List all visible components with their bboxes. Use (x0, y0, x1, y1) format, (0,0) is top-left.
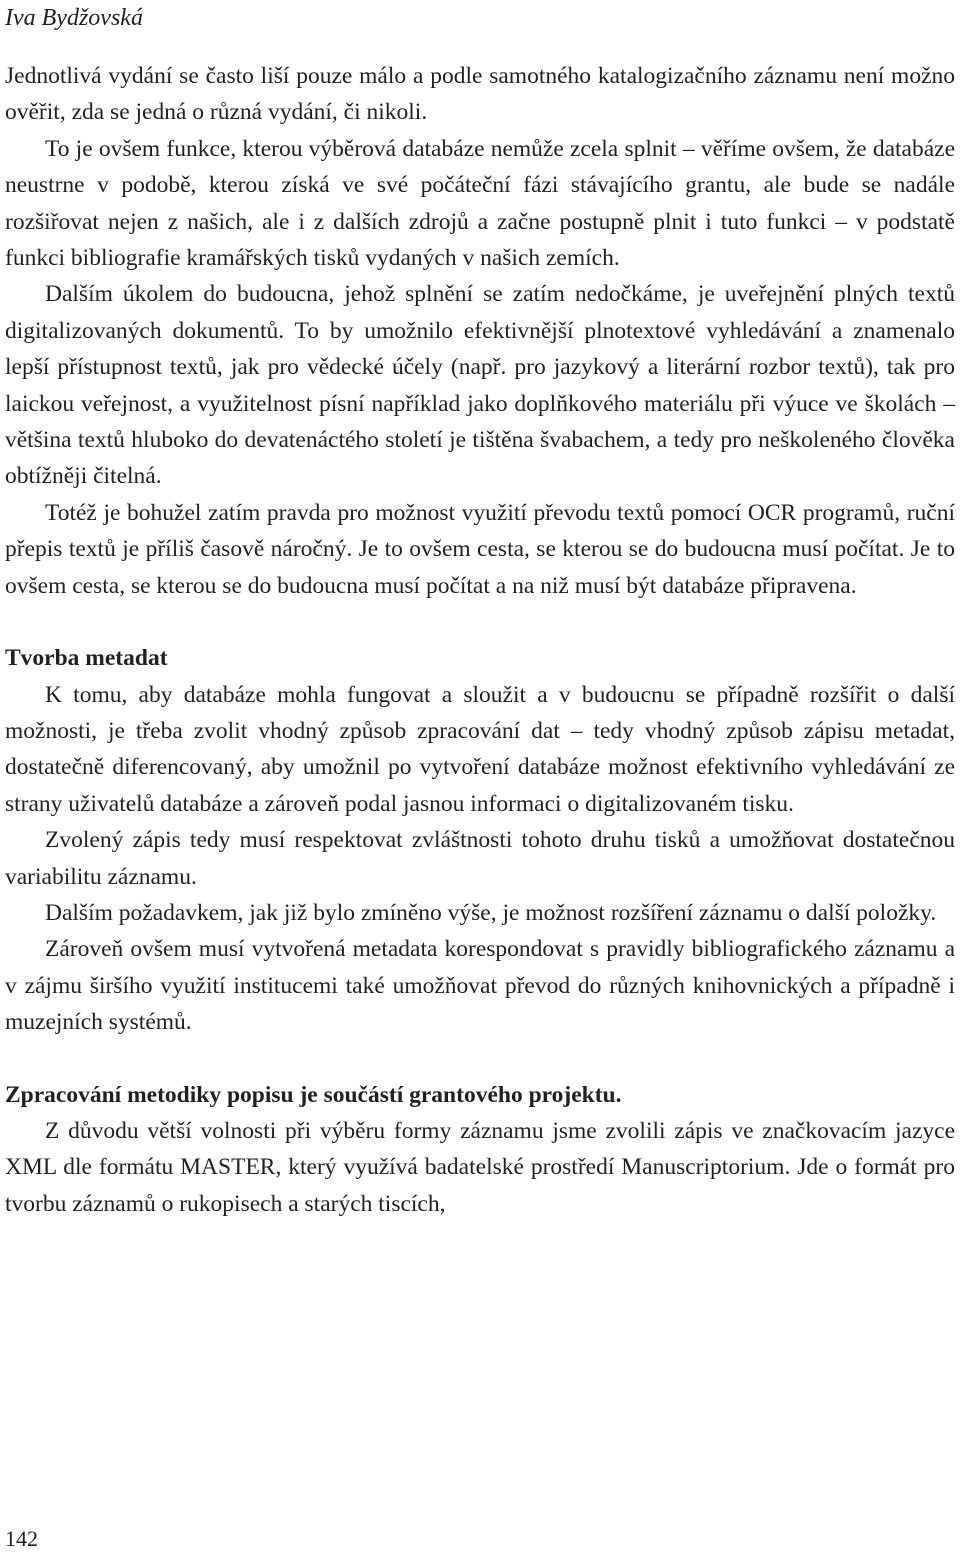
running-head: Iva Bydžovská (5, 5, 143, 31)
document-page (5, 0, 955, 1552)
paragraph: Zároveň ovšem musí vytvořená metadata korespondovat s pravidly bibliografického záznamu a v zájmu širšího využití institucemi také umožňovat převod do různých knihovnických a případně i muzejních systémů. (5, 936, 955, 1036)
section-heading: Tvorba metadat (5, 645, 168, 672)
paragraph: Zvolený zápis tedy musí respektovat zvláštnosti tohoto druhu tisků a umožňovat dostatečnou variabilitu záznamu. (5, 827, 955, 890)
paragraph: K tomu, aby databáze mohla fungovat a sloužit a v budoucnu se případně rozšířit o další možnosti, je třeba zvolit vhodný způsob zpracování dat – tedy vhodný způsob zápisu metadat, dostatečně diferencovaný, aby umožnil po vytvoření databáze možnost efektivního vyhledávání ze strany uživatelů databáze a zároveň podal jasnou informaci o digitalizovaném tisku. (5, 681, 955, 817)
paragraph: Dalším úkolem do budoucna, jehož splnění se zatím nedočkáme, je uveřejnění plných textů digitalizovaných dokumentů. To by umožnilo efektivnější plnotextové vyhledávání a znamenalo lepší přístupnost textů, jak pro vědecké účely (např. pro jazykový a literární rozbor textů), tak pro laickou veřejnost, a využitelnost písní například jako doplňkového materiálu při výuce ve školách – většina textů hluboko do devatenáctého století je tištěna švabachem, a tedy pro neškoleného člověka obtížněji čitelná. (5, 281, 955, 490)
paragraph: Z důvodu větší volnosti při výběru formy záznamu jsme zvolili zápis ve značkovacím jazyce XML dle formátu MASTER, který využívá badatelské prostředí Manuscriptorium. Jde o formát pro tvorbu záznamů o rukopisech a starých tiscích, (5, 1117, 955, 1217)
paragraph: Totéž je bohužel zatím pravda pro možnost využití převodu textů pomocí OCR programů, ruční přepis textů je příliš časově náročný. Je to ovšem cesta, se kterou se do budoucna musí počítat. Je to ovšem cesta, se kterou se do budoucna musí počítat a na niž musí být databáze připravena. (5, 499, 955, 599)
paragraph: Dalším požadavkem, jak již bylo zmíněno výše, je možnost rozšíření záznamu o další položky. (45, 899, 937, 926)
section-heading: Zpracování metodiky popisu je součástí grantového projektu. (5, 1081, 622, 1108)
paragraph: Jednotlivá vydání se často liší pouze málo a podle samotného katalogizačního záznamu není možno ověřit, zda se jedná o různá vydání, či nikoli. (5, 63, 955, 126)
body-text (5, 58, 955, 1222)
paragraph: To je ovšem funkce, kterou výběrová databáze nemůže zcela splnit – věříme ovšem, že databáze neustrne v podobě, kterou získá ve své počáteční fázi stávajícího grantu, ale bude se nadále rozšiřovat nejen z našich, ale i z dalších zdrojů a začne postupně plnit i tuto funkci – v podstatě funkci bibliografie kramářských tisků vydaných v našich zemích. (5, 135, 955, 272)
page-number: 142 (5, 1526, 38, 1551)
